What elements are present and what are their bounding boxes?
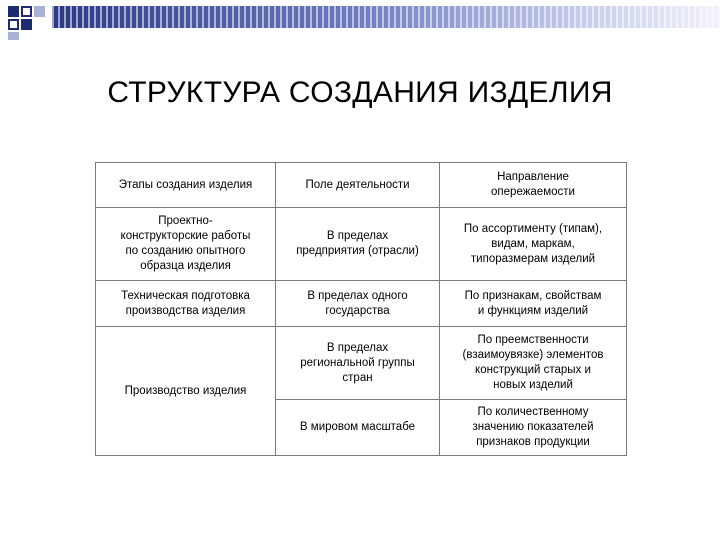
table-cell: Проектно- конструкторские работы по созданию опытного образца изделия [96,208,276,281]
header-cell: Поле деятельности [276,163,440,208]
table-cell: Техническая подготовка производства изделия [96,281,276,327]
table-cell: По признакам, свойствам и функциям изделий [440,281,627,327]
slide-corner-decoration [8,6,48,40]
table-cell: В пределах региональной группы стран [276,327,440,400]
table-cell: В пределах предприятия (отрасли) [276,208,440,281]
table-cell: По количественному значению показателей признаков продукции [440,400,627,456]
header-cell: Направление опережаемости [440,163,627,208]
table-header-row [96,163,627,208]
table-cell: В мировом масштабе [276,400,440,456]
table-cell: По преемственности (взаимоувязке) элементов конструкций старых и новых изделий [440,327,627,400]
header-cell: Этапы создания изделия [96,163,276,208]
structure-table [95,162,627,456]
table-cell: По ассортименту (типам), видам, маркам, типоразмерам изделий [440,208,627,281]
table-cell: В пределах одного государства [276,281,440,327]
slide-header-stripe [52,6,720,28]
table-cell: Производство изделия [96,327,276,456]
table-row [96,208,627,281]
table-row [96,281,627,327]
slide-title: СТРУКТУРА СОЗДАНИЯ ИЗДЕЛИЯ [107,76,613,109]
table-row [96,327,627,400]
